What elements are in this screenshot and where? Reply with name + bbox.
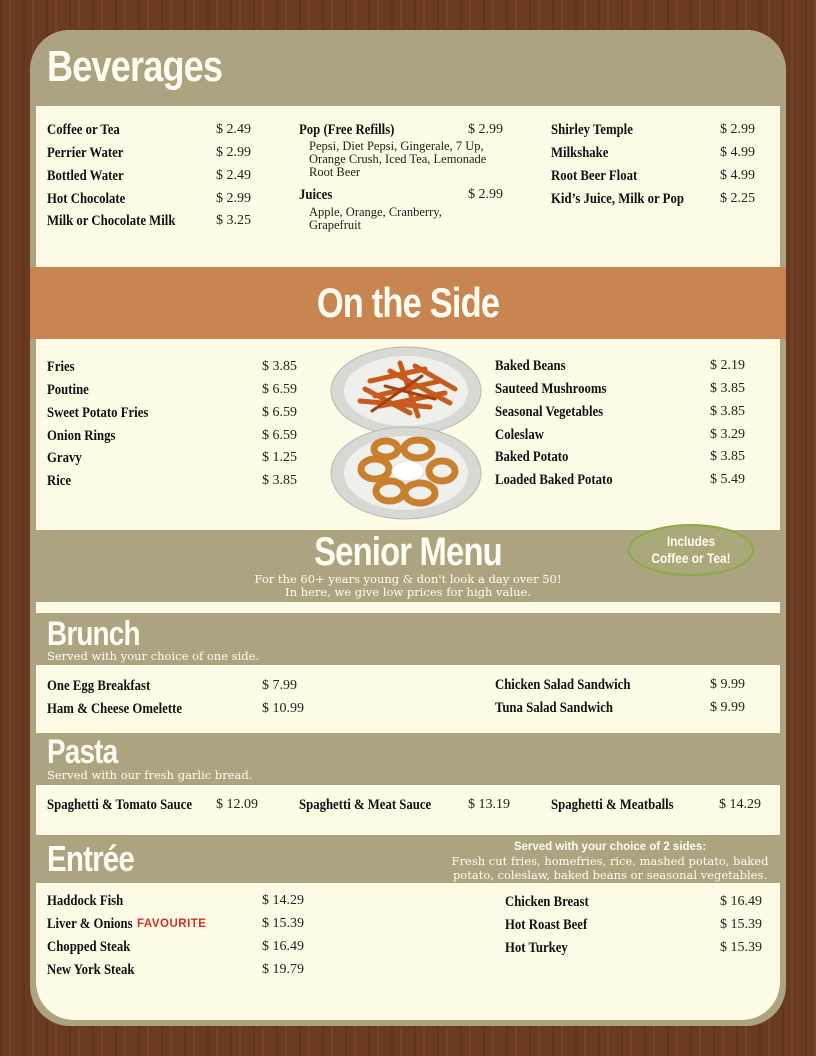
menu-item	[495, 404, 765, 426]
item-price: $ 2.99	[216, 145, 251, 160]
item-name: Milk or Chocolate Milk	[47, 213, 176, 229]
menu-item	[47, 428, 317, 450]
menu-item	[47, 916, 327, 938]
item-price: $ 15.39	[720, 917, 762, 932]
item-name: Sauteed Mushrooms	[495, 381, 607, 397]
menu-item	[47, 962, 327, 984]
menu-item	[299, 797, 539, 819]
item-price: $ 2.99	[468, 187, 503, 202]
item-name: Coleslaw	[495, 427, 544, 443]
item-name: Tuna Salad Sandwich	[495, 700, 613, 716]
item-price: $ 13.19	[468, 797, 510, 812]
item-name: Hot Chocolate	[47, 191, 126, 207]
item-name: Hot Roast Beef	[505, 917, 588, 933]
item-price: $ 2.49	[216, 122, 251, 137]
menu-item	[495, 472, 765, 494]
item-name: One Egg Breakfast	[47, 678, 151, 694]
entree-header	[30, 835, 786, 883]
item-name: Seasonal Vegetables	[495, 404, 604, 420]
menu-item	[551, 191, 771, 213]
menu-item	[495, 700, 775, 722]
item-name: Poutine	[47, 382, 89, 398]
item-price: $ 6.59	[262, 382, 297, 397]
item-price: $ 14.29	[262, 893, 304, 908]
item-name: Loaded Baked Potato	[495, 472, 613, 488]
menu-item	[47, 939, 327, 961]
item-description: Pepsi, Diet Pepsi, Gingerale, 7 Up, Orange Crush, Iced Tea, Lemonade Root Beer	[309, 139, 487, 179]
pasta-header	[30, 733, 786, 785]
item-price: $ 9.99	[710, 677, 745, 692]
item-name: Gravy	[47, 450, 82, 466]
item-price: $ 2.99	[720, 122, 755, 137]
menu-item	[495, 677, 775, 699]
item-name: Chicken Salad Sandwich	[495, 677, 631, 693]
menu-item	[47, 168, 267, 190]
beverages-header	[30, 30, 786, 106]
menu-item	[495, 449, 765, 471]
item-price: $ 4.99	[720, 145, 755, 160]
sides-header	[30, 267, 786, 339]
menu-item	[495, 427, 765, 449]
item-price: $ 2.99	[216, 191, 251, 206]
sides-title: On the Side	[316, 279, 500, 326]
senior-tagline: For the 60+ years young & don't look a day over 50! In here, we give low prices for high value.	[254, 572, 562, 599]
menu-item	[47, 893, 327, 915]
item-name: Pop (Free Refills)	[299, 122, 395, 138]
item-name: Bottled Water	[47, 168, 124, 184]
item-name: Liver & Onions	[47, 916, 133, 932]
item-price: $ 3.85	[262, 473, 297, 488]
menu-item	[505, 894, 785, 916]
beverages-title: Beverages	[47, 42, 223, 91]
item-name: Milkshake	[551, 145, 609, 161]
item-price: $ 1.25	[262, 450, 297, 465]
menu-item	[47, 473, 317, 495]
item-price: $ 15.39	[720, 940, 762, 955]
item-description: Apple, Orange, Cranberry, Grapefruit	[309, 205, 442, 232]
includes-coffee-badge: Includes Coffee or Tea!	[628, 524, 754, 576]
senior-title: Senior Menu	[314, 530, 502, 574]
item-name: Rice	[47, 473, 72, 489]
brunch-header	[30, 613, 786, 665]
entree-title: Entrée	[47, 838, 134, 879]
item-price: $ 3.85	[710, 449, 745, 464]
item-price: $ 16.49	[720, 894, 762, 909]
item-price: $ 15.39	[262, 916, 304, 931]
item-price: $ 5.49	[710, 472, 745, 487]
item-name: Hot Turkey	[505, 940, 568, 956]
item-price: $ 3.29	[710, 427, 745, 442]
item-price: $ 3.85	[262, 359, 297, 374]
item-price: $ 2.19	[710, 358, 745, 373]
menu-item	[551, 122, 771, 144]
item-price: $ 16.49	[262, 939, 304, 954]
item-price: $ 14.29	[719, 797, 761, 812]
pasta-title: Pasta	[47, 733, 118, 771]
item-price: $ 19.79	[262, 962, 304, 977]
entree-sides-note: Served with your choice of 2 sides: Fresh cut fries, homefries, rice, mashed potato, baked potato, coleslaw, baked beans or seasonal vegetables.	[451, 841, 769, 882]
item-price: $ 2.25	[720, 191, 755, 206]
item-name: New York Steak	[47, 962, 135, 978]
menu-item	[505, 917, 785, 939]
item-name: Kid’s Juice, Milk or Pop	[551, 191, 684, 207]
menu-item	[495, 381, 765, 403]
menu-item	[47, 678, 327, 700]
item-price: $ 4.99	[720, 168, 755, 183]
menu-item	[47, 797, 287, 819]
item-name: Coffee or Tea	[47, 122, 120, 138]
item-name: Spaghetti & Tomato Sauce	[47, 797, 192, 813]
item-name: Haddock Fish	[47, 893, 124, 909]
pasta-note: Served with our fresh garlic bread.	[47, 768, 253, 782]
item-name: Baked Beans	[495, 358, 566, 374]
item-name: Root Beer Float	[551, 168, 638, 184]
item-name: Fries	[47, 359, 75, 375]
fries-and-onion-rings-photo	[330, 341, 485, 521]
item-price: $ 3.85	[710, 381, 745, 396]
menu-item	[47, 145, 267, 167]
item-name: Baked Potato	[495, 449, 569, 465]
brunch-title: Brunch	[47, 615, 140, 653]
menu-item	[47, 359, 317, 381]
menu-item	[47, 191, 267, 213]
menu-item	[47, 213, 267, 235]
item-name: Juices	[299, 187, 333, 203]
menu-item	[47, 405, 317, 427]
item-price: $ 6.59	[262, 405, 297, 420]
item-price: $ 6.59	[262, 428, 297, 443]
item-name: Spaghetti & Meat Sauce	[299, 797, 432, 813]
menu-item	[495, 358, 765, 380]
menu-item	[551, 797, 786, 819]
item-price: $ 7.99	[262, 678, 297, 693]
item-name: Onion Rings	[47, 428, 116, 444]
menu-item	[505, 940, 785, 962]
menu-item	[47, 701, 327, 723]
item-name: Chopped Steak	[47, 939, 131, 955]
item-price: $ 2.49	[216, 168, 251, 183]
menu-item	[47, 450, 317, 472]
item-price: $ 2.99	[468, 122, 503, 137]
item-price: $ 3.85	[710, 404, 745, 419]
menu-item	[551, 145, 771, 167]
item-name: Chicken Breast	[505, 894, 589, 910]
item-price: $ 9.99	[710, 700, 745, 715]
menu-item	[47, 122, 267, 144]
item-name: Ham & Cheese Omelette	[47, 701, 182, 717]
item-name: Spaghetti & Meatballs	[551, 797, 674, 813]
brunch-note: Served with your choice of one side.	[47, 649, 260, 663]
menu-card	[30, 30, 786, 1026]
item-price: $ 3.25	[216, 213, 251, 228]
item-price: $ 10.99	[262, 701, 304, 716]
favourite-label: FAVOURITE	[137, 918, 207, 930]
item-price: $ 12.09	[216, 797, 258, 812]
menu-item	[47, 382, 317, 404]
item-name: Shirley Temple	[551, 122, 633, 138]
menu-item	[551, 168, 771, 190]
item-name: Perrier Water	[47, 145, 124, 161]
item-name: Sweet Potato Fries	[47, 405, 149, 421]
